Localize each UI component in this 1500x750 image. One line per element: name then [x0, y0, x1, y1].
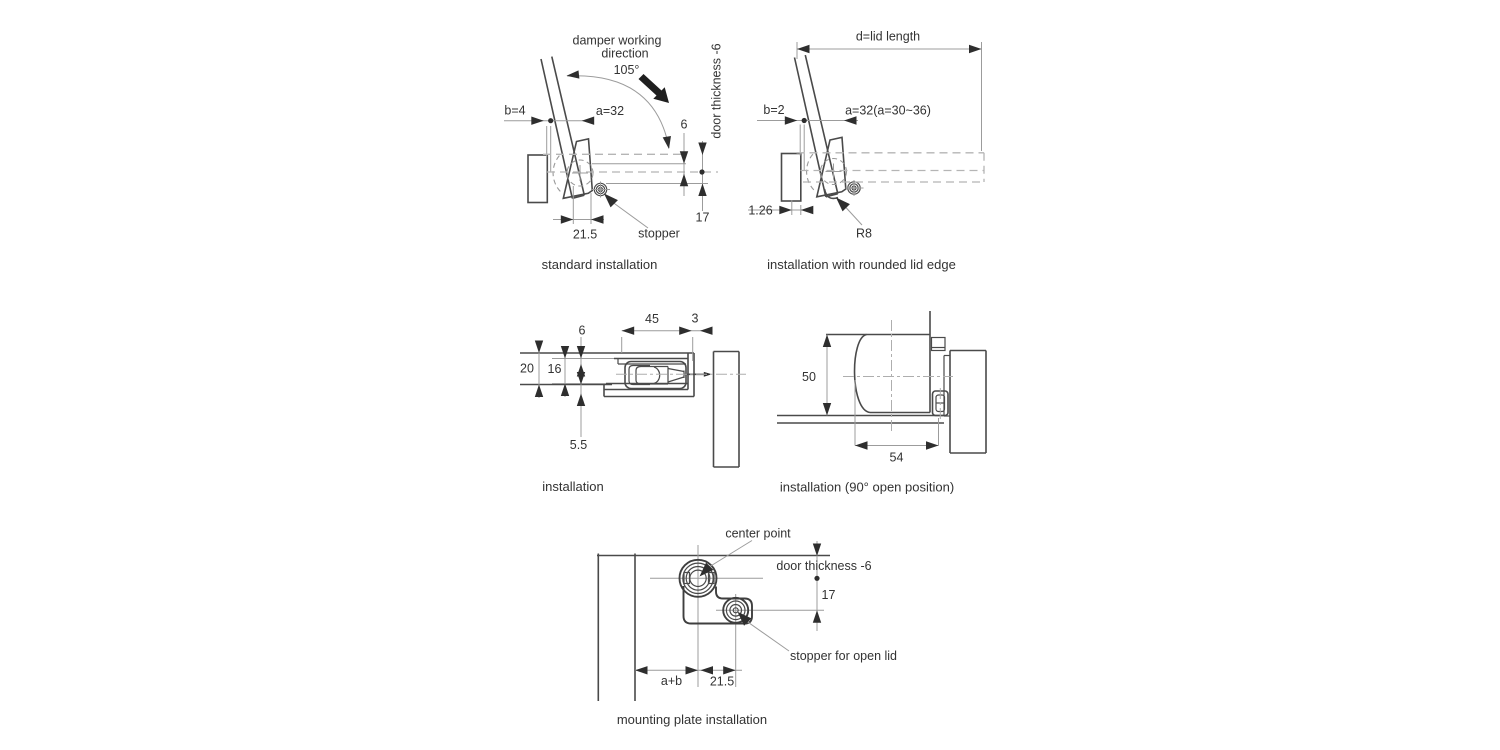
door-thickness-label: door thickness -6	[709, 43, 724, 139]
dim-b4-label: b=4	[504, 103, 526, 118]
lid-length-label: d=lid length	[855, 29, 921, 44]
dim-17-label: 17	[695, 210, 710, 225]
stopper-open-lid-label: stopper for open lid	[789, 649, 898, 663]
diagram-standard-installation	[504, 34, 724, 273]
dim-6-label-d3: 6	[578, 323, 586, 338]
d4-dimension-arrows	[823, 335, 939, 450]
door-thickness-label-d5: door thickness -6	[776, 559, 872, 573]
dim-1-26-label: 1.26	[748, 203, 773, 218]
dim-a32-range-label: a=32(a=30~36)	[845, 103, 931, 118]
stopper-leader-d5	[734, 608, 789, 651]
frame-member	[714, 352, 740, 468]
dim-20-label: 20	[520, 361, 534, 376]
d4-dimension-lines	[827, 335, 939, 446]
diagram-mounting-plate	[597, 527, 897, 728]
cabinet-top-panel	[777, 416, 944, 424]
dim-5-5-label: 5.5	[569, 438, 588, 452]
dim-a32-label: a=32	[595, 104, 625, 118]
caption-rounded-lid-edge: installation with rounded lid edge	[767, 257, 956, 272]
angle-105-label: 105°	[613, 63, 640, 77]
caption-installation: installation	[542, 479, 604, 494]
caption-90-open: installation (90° open position)	[779, 479, 955, 495]
dim-45-label: 45	[645, 312, 659, 326]
caption-standard-installation: standard installation	[541, 257, 658, 272]
working-direction-label-line2: direction	[601, 46, 649, 61]
frame-member-d4	[950, 351, 986, 454]
hinge-bracket	[932, 338, 946, 351]
stopper-leader	[600, 190, 648, 228]
d2-dimension-lines	[748, 42, 982, 215]
radius-r8-label: R8	[856, 226, 872, 241]
diagram-installation-section	[520, 312, 746, 495]
dim-b2-label: b=2	[763, 103, 785, 117]
open-lid-outline	[826, 311, 930, 413]
dim-50-label: 50	[802, 370, 816, 384]
diagram-rounded-lid-edge	[748, 30, 984, 273]
caption-mounting-plate: mounting plate installation	[616, 712, 768, 727]
working-direction-label-line1: damper working	[572, 33, 662, 48]
dim-17-label-d5: 17	[821, 588, 836, 602]
r8-leader	[832, 194, 862, 225]
dim-3-label: 3	[691, 311, 699, 326]
diagram-90-open-position	[777, 311, 986, 495]
closed-lid-dashed-lines-2	[797, 153, 985, 182]
damper-direction-arrow-icon	[639, 74, 670, 103]
dim-6-label: 6	[680, 117, 688, 132]
dim-16-label: 16	[547, 362, 562, 376]
damper-housing-section	[625, 362, 712, 389]
dim-21-5-label-d5: 21.5	[709, 674, 735, 689]
dim-ab-label: a+b	[660, 674, 683, 688]
dim-21-5-label: 21.5	[572, 227, 598, 242]
center-point-label: center point	[725, 526, 791, 541]
dim-54-label: 54	[889, 450, 904, 465]
stopper-label: stopper	[638, 226, 680, 241]
